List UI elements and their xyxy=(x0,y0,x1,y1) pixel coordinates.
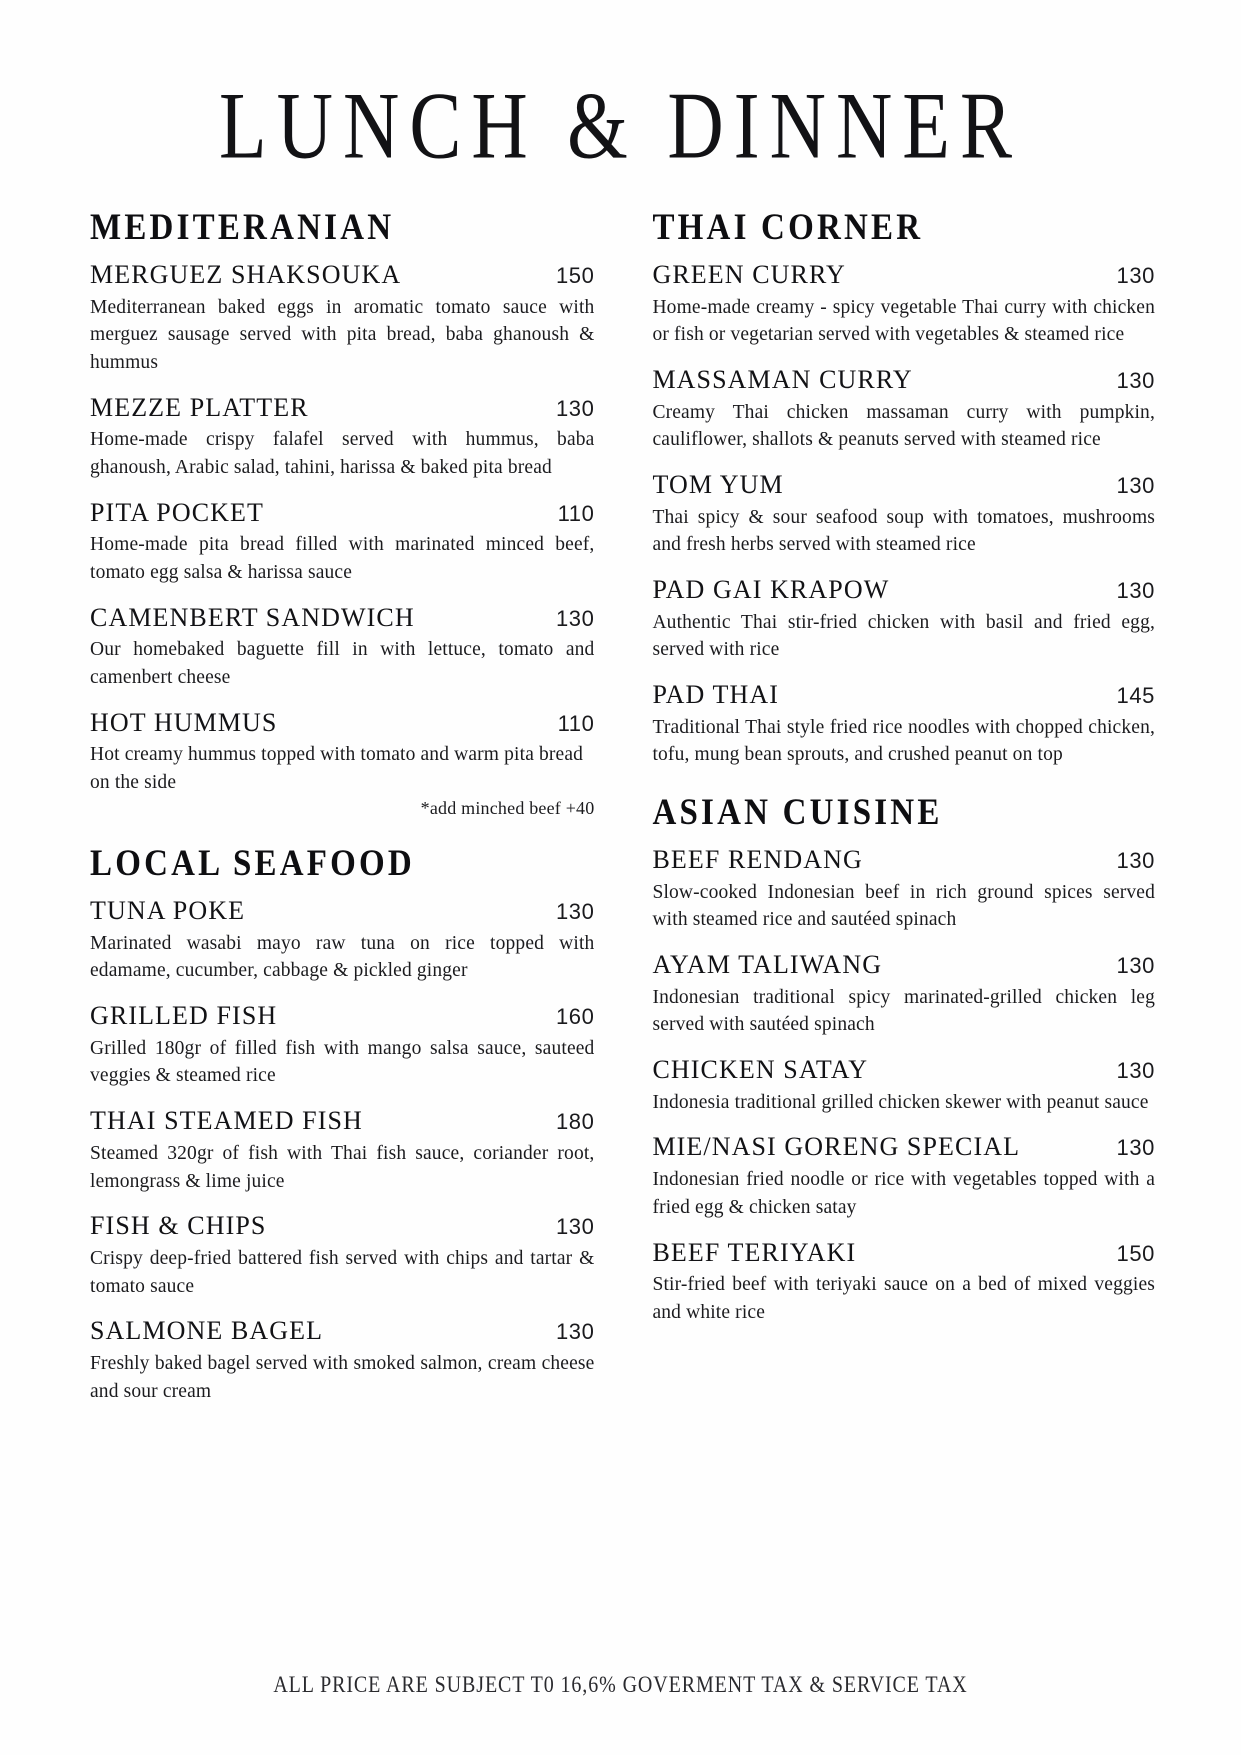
menu-item-head xyxy=(652,680,1155,711)
menu-item-description: Steamed 320gr of fish with Thai fish sauce, coriander root, lemongrass & lime juice xyxy=(90,1142,595,1192)
menu-item-description: Indonesia traditional grilled chicken skewer with peanut sauce xyxy=(652,1091,1149,1113)
menu-item xyxy=(90,1316,594,1405)
menu-item-price: 150 xyxy=(1116,1240,1155,1266)
menu-item xyxy=(90,498,594,587)
menu-item-head xyxy=(90,260,594,291)
menu-item-description: Our homebaked baguette fill in with lettuce, tomato and camenbert cheese xyxy=(90,639,595,689)
menu-item-name: MASSAMAN CURRY xyxy=(652,364,913,394)
menu-item-name: MEZZE PLATTER xyxy=(90,392,309,422)
menu-item-price: 130 xyxy=(555,395,595,421)
menu-column-left xyxy=(90,207,598,1409)
menu-item-head xyxy=(652,845,1155,876)
menu-item-name: PAD GAI KRAPOW xyxy=(652,574,890,604)
menu-item-head xyxy=(90,1211,594,1242)
menu-item-price: 145 xyxy=(1116,683,1155,709)
menu-item-description: Stir-fried beef with teriyaki sauce on a bed of mixed veggies and white rice xyxy=(652,1274,1155,1323)
menu-item-price: 110 xyxy=(557,710,595,736)
menu-item-name: GREEN CURRY xyxy=(652,259,846,289)
menu-item-description: Crispy deep-fried battered fish served with chips and tartar & tomato sauce xyxy=(90,1247,595,1297)
menu-item-price: 130 xyxy=(555,899,595,925)
menu-item-price: 130 xyxy=(1116,577,1155,603)
menu-item-description: Slow-cooked Indonesian beef in rich ground spices served with steamed rice and sautéed spinach xyxy=(652,881,1155,931)
menu-item-name: CHICKEN SATAY xyxy=(652,1055,869,1085)
menu-item-name: MIE/NASI GORENG SPECIAL xyxy=(652,1132,1021,1162)
menu-item xyxy=(652,365,1155,454)
menu-item xyxy=(90,896,594,985)
menu-item-price: 180 xyxy=(555,1109,595,1135)
menu-item-name: FISH & CHIPS xyxy=(90,1211,267,1241)
menu-item-name: TUNA POKE xyxy=(90,896,246,926)
menu-item-name: SALMONE BAGEL xyxy=(90,1316,324,1346)
menu-item-price: 130 xyxy=(1116,848,1155,873)
menu-item-name: GRILLED FISH xyxy=(90,1001,278,1031)
menu-item-name: PAD THAI xyxy=(652,680,780,710)
menu-item xyxy=(90,1106,594,1195)
section-title: ASIAN CUISINE xyxy=(652,792,943,834)
menu-item-description: Home-made crispy falafel served with hummus, baba ghanoush, Arabic salad, tahini, harissa & baked pita bread xyxy=(90,429,595,478)
menu-item-description: Mediterranean baked eggs in aromatic tomato sauce with merguez sausage served with pita bread, baba ghanoush & hummus xyxy=(90,296,595,373)
menu-item-price: 150 xyxy=(555,262,595,288)
menu-item-head xyxy=(652,1132,1155,1163)
menu-item-head xyxy=(90,498,594,529)
menu-item-description: Home-made pita bread filled with marinated minced beef, tomato egg salsa & harissa sauce xyxy=(90,534,595,583)
menu-item xyxy=(90,1211,594,1300)
menu-item-description: Hot creamy hummus topped with tomato and warm pita bread on the side xyxy=(90,744,584,794)
menu-item-price: 130 xyxy=(555,1319,595,1345)
menu-item-description: Grilled 180gr of filled fish with mango salsa sauce, sauteed veggies & steamed rice xyxy=(90,1037,595,1087)
menu-item-description: Authentic Thai stir-fried chicken with basil and fried egg, served with rice xyxy=(652,611,1155,661)
menu-item xyxy=(90,1001,594,1090)
menu-item-head xyxy=(652,1055,1155,1086)
menu-item xyxy=(652,1132,1155,1221)
menu-item-price: 130 xyxy=(1116,262,1155,288)
menu-item-name: MERGUEZ SHAKSOUKA xyxy=(90,259,402,289)
menu-column-right xyxy=(646,207,1155,1409)
menu-item xyxy=(652,1238,1155,1327)
menu-section xyxy=(652,792,1155,1326)
menu-item-price: 130 xyxy=(1116,953,1155,979)
menu-columns xyxy=(0,207,1241,1409)
menu-item-name: THAI STEAMED FISH xyxy=(90,1106,363,1136)
menu-section xyxy=(90,207,595,820)
menu-item-description: Marinated wasabi mayo raw tuna on rice topped with edamame, cucumber, cabbage & pickled ginger xyxy=(90,932,595,982)
menu-item-price: 130 xyxy=(1116,1058,1155,1084)
menu-item-name: BEEF TERIYAKI xyxy=(652,1237,857,1267)
menu-item-price: 130 xyxy=(1116,472,1155,498)
menu-item-description: Indonesian traditional spicy marinated-grilled chicken leg served with sautéed spinach xyxy=(652,986,1155,1036)
menu-item xyxy=(90,708,594,820)
menu-item xyxy=(90,393,594,482)
page-title: LUNCH & DINNER xyxy=(219,71,1022,179)
menu-item-price: 130 xyxy=(555,1214,595,1240)
menu-item-head xyxy=(652,950,1155,981)
menu-item xyxy=(652,260,1155,349)
menu-item-addon-note: *add minched beef +40 xyxy=(420,797,595,818)
menu-item-name: HOT HUMMUS xyxy=(90,707,278,737)
menu-item-head xyxy=(652,470,1155,501)
menu-section xyxy=(652,207,1155,769)
menu-item-price: 110 xyxy=(557,500,595,526)
menu-item-name: AYAM TALIWANG xyxy=(652,950,883,980)
menu-item-description: Thai spicy & sour seafood soup with tomatoes, mushrooms and fresh herbs served with steamed rice xyxy=(652,506,1155,556)
menu-item-head xyxy=(652,365,1155,396)
menu-item-price: 130 xyxy=(555,605,595,631)
menu-item xyxy=(652,845,1155,934)
menu-item xyxy=(652,680,1155,769)
menu-item xyxy=(652,470,1155,559)
menu-item-head xyxy=(90,708,594,739)
section-title: THAI CORNER xyxy=(652,207,924,248)
menu-item xyxy=(90,603,594,692)
section-title: MEDITERANIAN xyxy=(90,207,395,248)
menu-item-head xyxy=(90,1316,594,1347)
menu-item-head xyxy=(90,603,594,634)
tax-disclaimer: ALL PRICE ARE SUBJECT T0 16,6% GOVERMENT TAX & SERVICE TAX xyxy=(273,1672,968,1698)
menu-item xyxy=(90,260,594,377)
menu-item xyxy=(652,1055,1155,1116)
menu-item-price: 130 xyxy=(1116,1135,1155,1161)
menu-item-price: 130 xyxy=(1116,367,1155,393)
section-title: LOCAL SEAFOOD xyxy=(90,843,415,885)
menu-item-head xyxy=(90,393,594,424)
menu-item-name: TOM YUM xyxy=(652,469,784,499)
menu-item-head xyxy=(652,260,1155,291)
menu-item-head xyxy=(652,575,1155,606)
menu-item-description: Indonesian fried noodle or rice with vegetables topped with a fried egg & chicken satay xyxy=(652,1169,1155,1218)
menu-section xyxy=(90,843,595,1405)
menu-item-name: BEEF RENDANG xyxy=(652,845,863,874)
menu-item-description: Freshly baked bagel served with smoked salmon, cream cheese and sour cream xyxy=(90,1352,595,1402)
menu-item-head xyxy=(652,1238,1155,1269)
menu-item-head xyxy=(90,896,594,927)
menu-item xyxy=(652,575,1155,664)
menu-item-head xyxy=(90,1001,594,1032)
menu-item-description: Traditional Thai style fried rice noodles with chopped chicken, tofu, mung bean sprouts, and crushed peanut on top xyxy=(652,716,1155,766)
menu-item-price: 160 xyxy=(555,1004,595,1030)
menu-item-description: Creamy Thai chicken massaman curry with pumpkin, cauliflower, shallots & peanuts served with steamed rice xyxy=(652,401,1155,451)
menu-item xyxy=(652,950,1155,1039)
menu-item-head xyxy=(90,1106,594,1137)
menu-item-name: CAMENBERT SANDWICH xyxy=(90,602,415,632)
menu-item-description: Home-made creamy - spicy vegetable Thai curry with chicken or fish or vegetarian served with vegetables & steamed rice xyxy=(652,296,1155,346)
menu-item-name: PITA POCKET xyxy=(90,497,264,527)
